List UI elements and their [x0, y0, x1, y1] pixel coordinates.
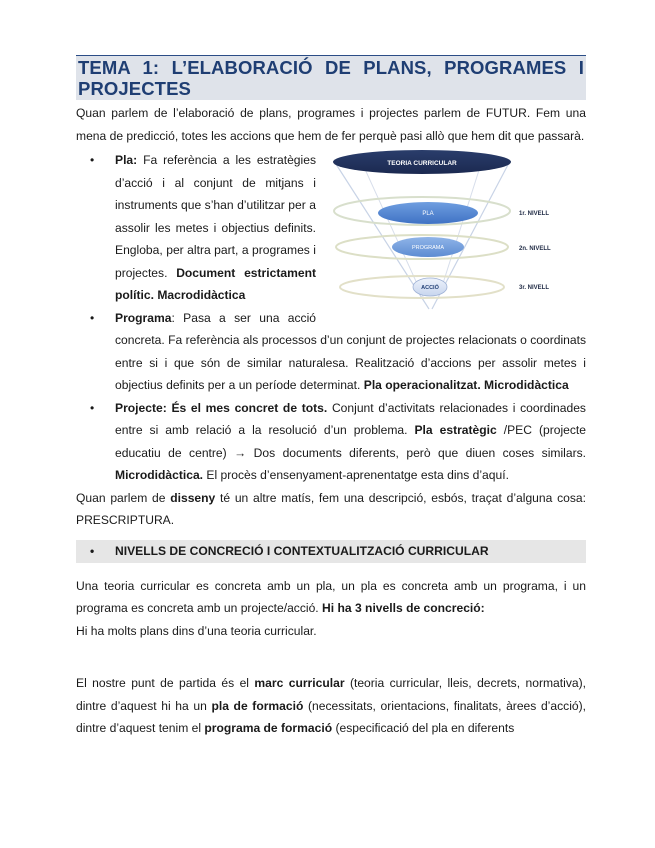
level3-label: 3r. NIVELL [519, 285, 550, 291]
bullet-icon: • [90, 310, 95, 325]
concrecio-text: Una teoria curricular es concreta amb un pla, un pla es concreta amb un programa, i un programa es concreta amb un projecte/acció. [76, 578, 586, 615]
pla-formacio-term: pla de formació [211, 698, 304, 713]
concrecio-levels: Hi ha 3 nivells de concreció: [322, 601, 485, 615]
programa-summary: Pla operacionalitzat. Microdidàctica [363, 378, 569, 392]
bullet-icon: • [90, 153, 95, 167]
section-heading-band [76, 540, 586, 563]
curricular-levels-diagram [324, 149, 586, 319]
level2-label: 2n. NIVELL [519, 246, 551, 252]
term-projecte: Projecte: [115, 400, 172, 415]
disseny-term: disseny [170, 490, 216, 505]
level1-label: 1r. NIVELL [519, 211, 550, 217]
accio-label: ACCIÓ [421, 285, 439, 291]
programa-formacio-term: programa de formació [204, 721, 333, 735]
projecte-text-2: /PEC (projecte educatiu de centre) → Dos documents diferents, però que diuen coses similars. [115, 423, 587, 460]
projecte-pla-estrategic: Pla estratègic [414, 423, 497, 437]
plans-paragraph: Hi ha molts plans dins d’una teoria curricular. [76, 623, 317, 638]
projecte-microdidactica: Microdidàctica. [115, 468, 204, 482]
list-item-pla [76, 149, 586, 307]
section-heading-text: NIVELLS DE CONCRECIÓ I CONTEXTUALITZACIÓ CURRICULAR [115, 543, 489, 558]
disseny-post: té un altre matís, fem una descripció, esbós, traçat d’alguna cosa: PRESCRIPTURA. [76, 490, 586, 527]
bullet-icon: • [90, 400, 95, 415]
teoria-curricular-label: TEORIA CURRICULAR [387, 160, 457, 167]
disseny-pre: Quan parlem de [76, 490, 171, 505]
projecte-text-3: El procès d’ensenyament-aprenentatge esta dins d’aquí. [203, 468, 509, 482]
programa-label: PROGRAMA [411, 245, 445, 251]
term-pla: Pla: [115, 153, 138, 167]
marc-text-1: El nostre punt de partida és el [76, 676, 255, 690]
list-item-projecte [76, 397, 586, 487]
marc-text-4: (especificació del pla en diferents [332, 721, 515, 735]
disseny-paragraph [76, 487, 586, 532]
projecte-lead: És el mes concret de tots. [171, 400, 328, 415]
marc-text-3: (necessitats, orientacions, finalitats, àrees d’acció), dintre d’aquest tenim el [76, 698, 586, 735]
cone-inner-left [364, 167, 424, 299]
concrecio-paragraph [76, 575, 586, 620]
intro-paragraph: Quan parlem de l’elaboració de plans, programes i projectes parlem de FUTUR. Fem una mena de predicció, totes les accions que hem de fer perquè pasi allò que hem dit que passarà. [76, 106, 586, 143]
bullet-icon: • [90, 543, 95, 558]
list-item-programa [76, 307, 586, 397]
term-programa: Programa [115, 310, 172, 325]
pla-label: PLA [422, 211, 434, 217]
pla-summary: Document estrictament polític. Macrodidàctica [115, 265, 316, 302]
marc-text-2: (teoria curricular, lleis, decrets, normativa), dintre d’aquest hi ha un [76, 676, 586, 713]
marc-curricular-term: marc curricular [254, 676, 345, 690]
page-title: TEMA 1: L’ELABORACIÓ DE PLANS, PROGRAMES I PROJECTES [78, 57, 584, 99]
pla-definition: Fa referència a les estratègies d’acció i al conjunt de mitjans i instruments que s’han d’utilitzar per a assolir les metes i objectius definits. Engloba, per altra part, a programes i projectes. [115, 153, 316, 280]
programa-definition: : Pasa a ser una acció concreta. Fa referència als processos d’un conjunt de projectes relacionats o coordinats entre si i que són de similar naturalesa. Realització d’accions per assolir metes i objectius definits per a un període determinat. [115, 310, 586, 392]
marc-curricular-paragraph [76, 672, 586, 740]
definitions-list [76, 149, 586, 487]
projecte-text-1: Conjunt d’activitats relacionades i coordinades entre si amb relació a la resolució d’un problema. [115, 400, 586, 437]
document-page [76, 55, 586, 740]
